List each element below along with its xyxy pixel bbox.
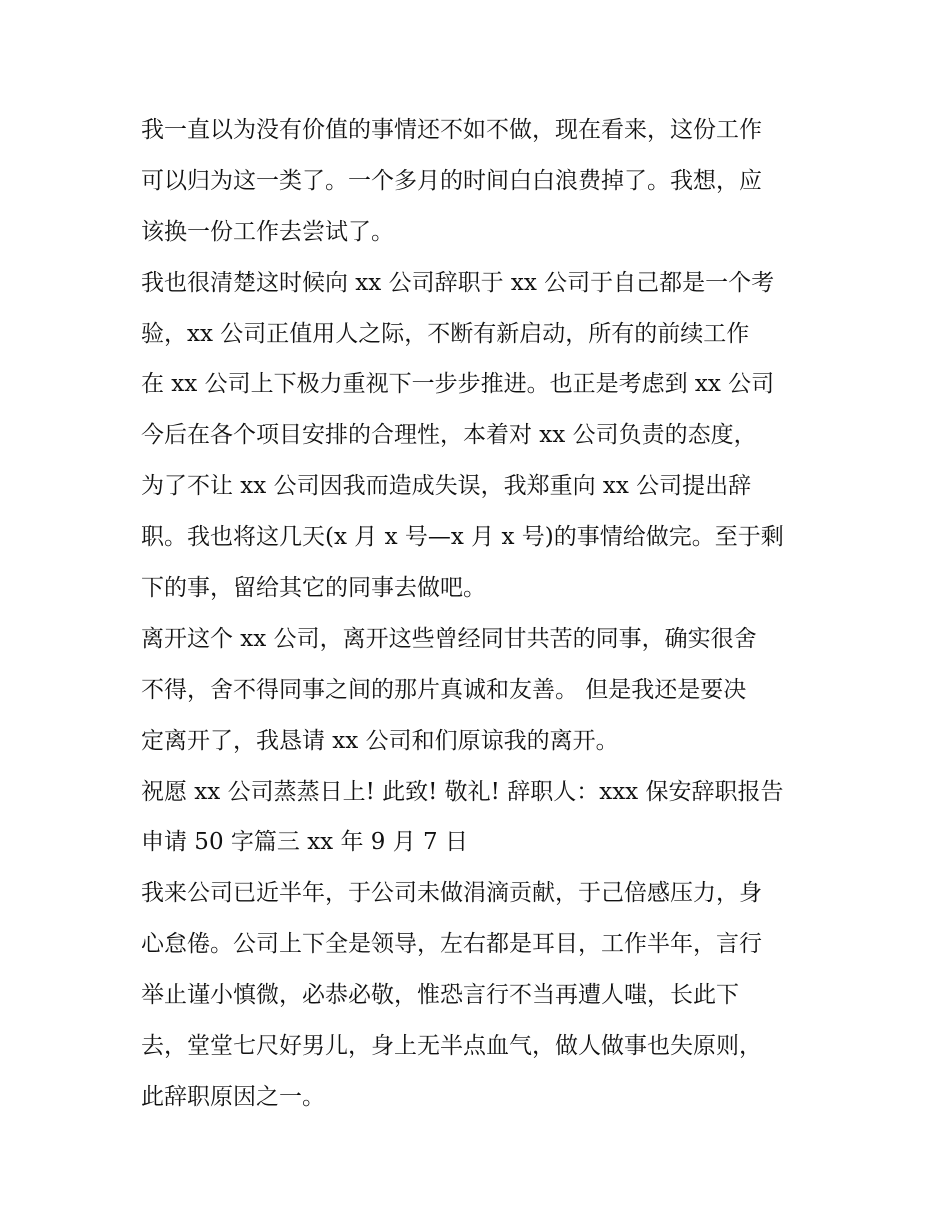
text-line: 为了不让 xx 公司因我而造成失误，我郑重向 xx 公司提出辞: [141, 473, 752, 500]
text-line: 我来公司已近半年，于公司未做涓滴贡献，于己倍感压力，身: [141, 880, 762, 907]
text-line: 可以归为这一类了。一个多月的时间白白浪费掉了。我想，应: [141, 167, 762, 194]
text-line: 今后在各个项目安排的合理性，本着对 xx 公司负责的态度，: [141, 422, 757, 449]
text-line: 不得，舍不得同事之间的那片真诚和友善。 但是我还是要决: [141, 676, 747, 703]
text-line: 举止谨小慎微，必恭必敬，惟恐言行不当再遭人嗤，长此下: [141, 982, 739, 1009]
text-line: 定离开了，我恳请 xx 公司和们原谅我的离开。: [141, 727, 619, 754]
text-line: 我一直以为没有价值的事情还不如不做，现在看来，这份工作: [141, 117, 762, 143]
text-line: 验，xx 公司正值用人之际，不断有新启动，所有的前续工作: [141, 320, 750, 347]
text-line: 申请 50 字篇三 xx 年 9 月 7 日: [141, 829, 468, 856]
text-line: 职。我也将这几天(x 月 x 号—x 月 x 号)的事情给做完。至于剩: [141, 524, 784, 551]
document-body: [141, 105, 821, 1123]
text-line: 该换一份工作去尝试了。: [141, 218, 394, 245]
text-line: 祝愿 xx 公司蒸蒸日上! 此致! 敬礼! 辞职人：xxx 保安辞职报告: [141, 778, 784, 805]
text-line: 下的事，留给其它的同事去做吧。: [141, 575, 486, 602]
text-line: 此辞职原因之一。: [141, 1083, 325, 1110]
text-line: 心怠倦。公司上下全是领导，左右都是耳目，工作半年，言行: [141, 931, 762, 958]
text-line: 在 xx 公司上下极力重视下一步步推进。也正是考虑到 xx 公司: [141, 371, 775, 398]
text-line: 我也很清楚这时候向 xx 公司辞职于 xx 公司于自己都是一个考: [141, 269, 775, 296]
text-line: 去，堂堂七尺好男儿，身上无半点血气，做人做事也失原则，: [141, 1033, 762, 1060]
text-line: 离开这个 xx 公司，离开这些曾经同甘共苦的同事，确实很舍: [141, 625, 757, 652]
